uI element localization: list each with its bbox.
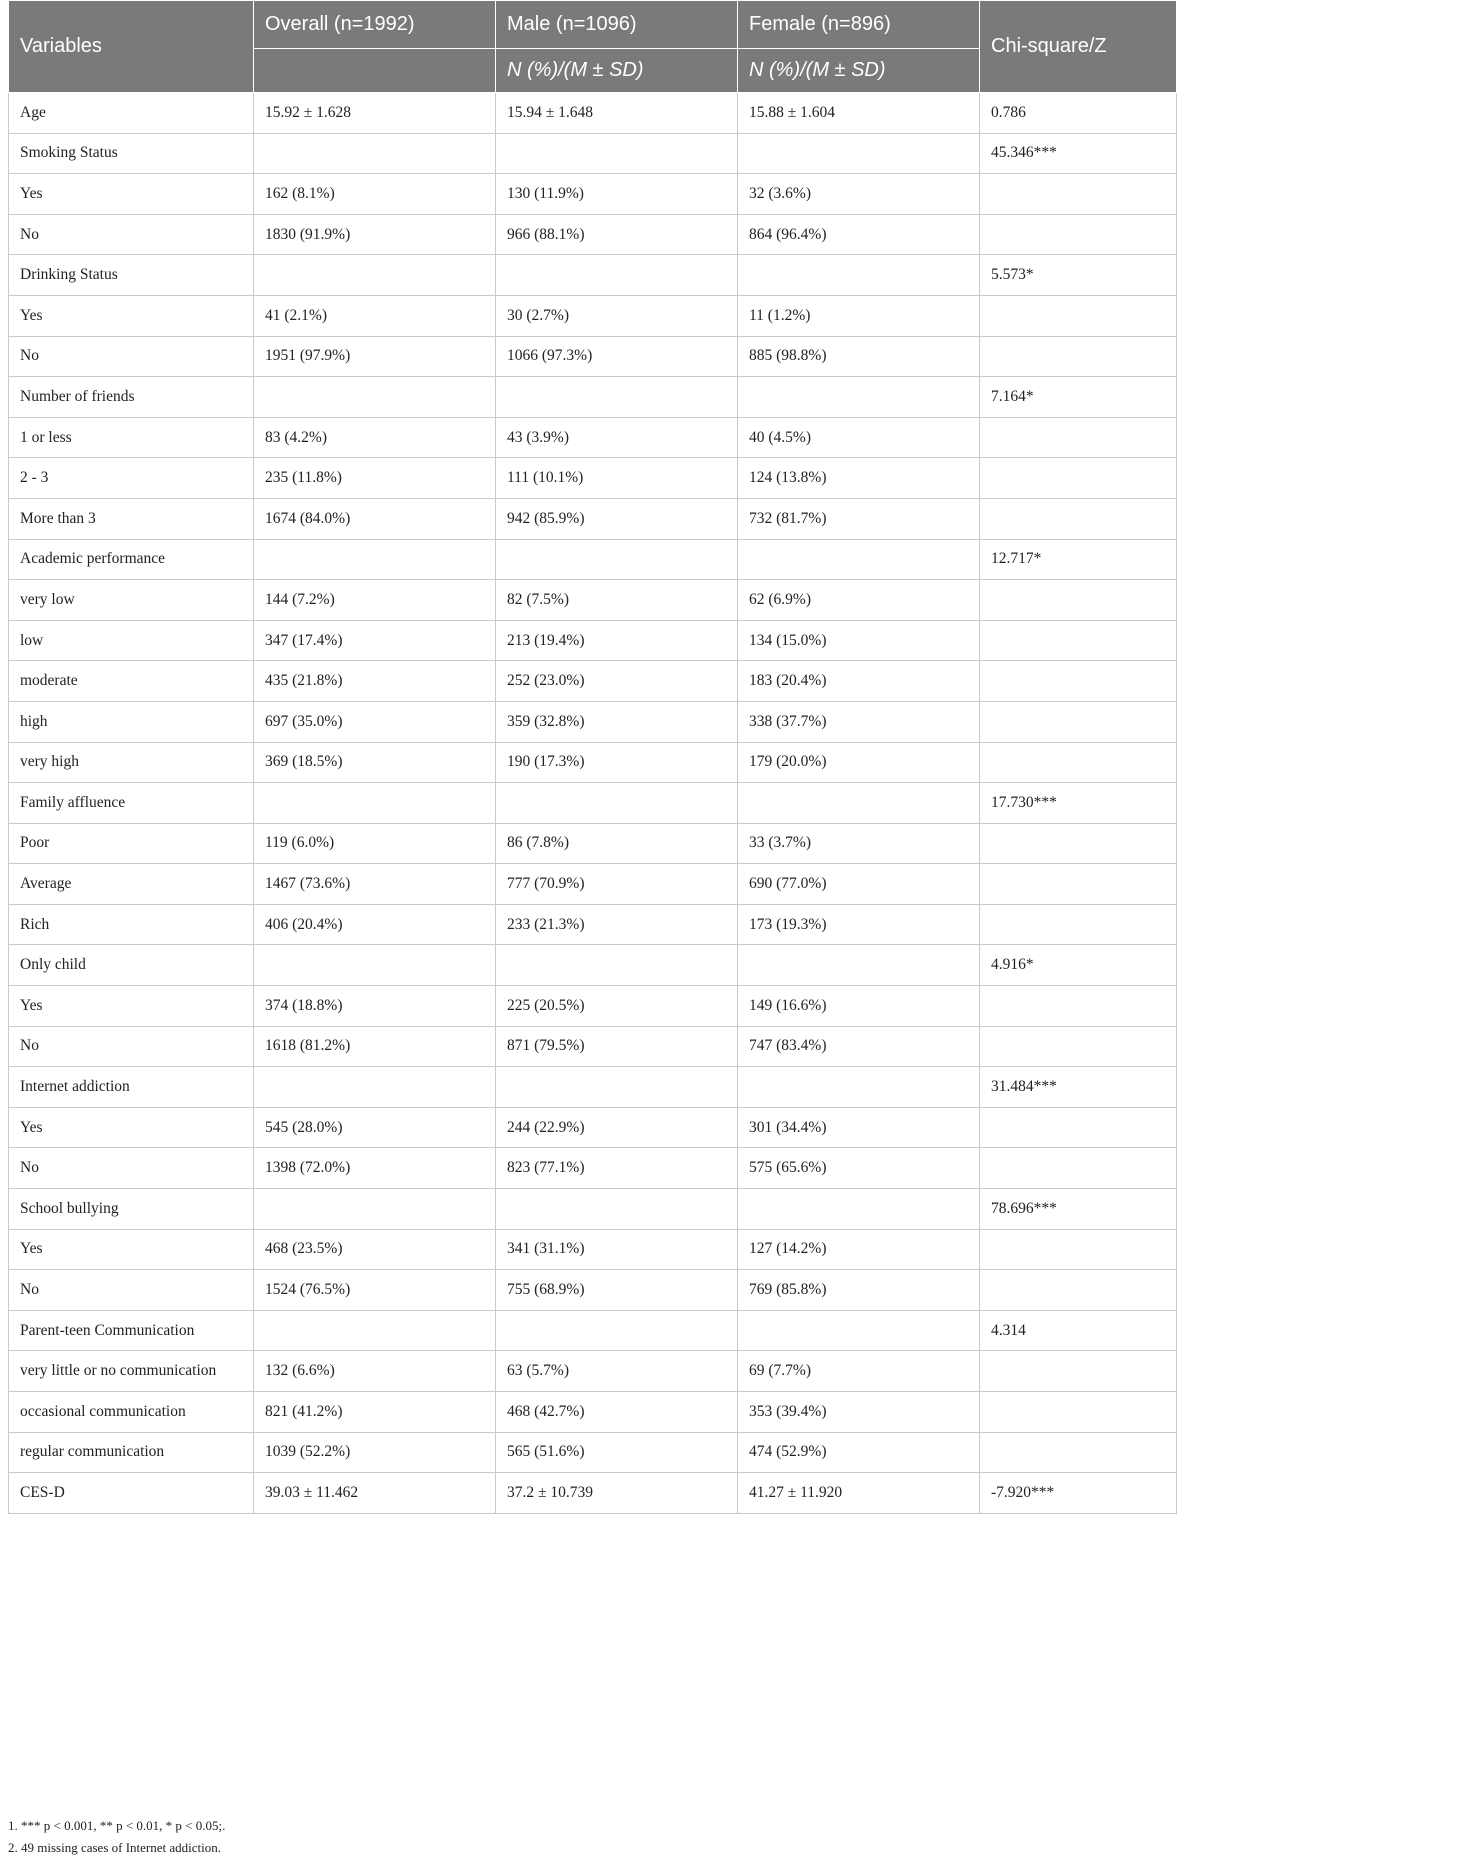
cell-variable: Yes xyxy=(9,1107,254,1148)
cell-overall: 374 (18.8%) xyxy=(254,986,496,1027)
table-row xyxy=(9,945,1177,986)
cell-variable: low xyxy=(9,620,254,661)
cell-chi-square xyxy=(980,661,1177,702)
cell-variable: regular communication xyxy=(9,1432,254,1473)
cell-overall: 119 (6.0%) xyxy=(254,823,496,864)
table-row xyxy=(9,1148,1177,1189)
cell-male: 15.94 ± 1.648 xyxy=(496,93,738,134)
cell-variable: 2 - 3 xyxy=(9,458,254,499)
cell-female: 149 (16.6%) xyxy=(738,986,980,1027)
cell-male xyxy=(496,255,738,296)
cell-overall: 347 (17.4%) xyxy=(254,620,496,661)
cell-female: 32 (3.6%) xyxy=(738,174,980,215)
cell-chi-square: -7.920*** xyxy=(980,1473,1177,1514)
cell-variable: Average xyxy=(9,864,254,905)
cell-male: 341 (31.1%) xyxy=(496,1229,738,1270)
cell-female xyxy=(738,377,980,418)
table-row xyxy=(9,295,1177,336)
cell-male xyxy=(496,1189,738,1230)
cell-variable: Age xyxy=(9,93,254,134)
cell-overall: 235 (11.8%) xyxy=(254,458,496,499)
header-variables: Variables xyxy=(9,1,254,93)
cell-female: 732 (81.7%) xyxy=(738,498,980,539)
table-row xyxy=(9,580,1177,621)
cell-variable: Yes xyxy=(9,1229,254,1270)
cell-chi-square xyxy=(980,1351,1177,1392)
cell-chi-square: 45.346*** xyxy=(980,133,1177,174)
cell-variable: School bullying xyxy=(9,1189,254,1230)
table-footnotes xyxy=(8,1815,1176,1859)
cell-female: 15.88 ± 1.604 xyxy=(738,93,980,134)
cell-overall: 1951 (97.9%) xyxy=(254,336,496,377)
cell-overall xyxy=(254,255,496,296)
cell-variable: occasional communication xyxy=(9,1392,254,1433)
cell-chi-square: 4.916* xyxy=(980,945,1177,986)
cell-female: 301 (34.4%) xyxy=(738,1107,980,1148)
cell-chi-square xyxy=(980,1229,1177,1270)
header-chi-square: Chi-square/Z xyxy=(980,1,1177,93)
table-body xyxy=(9,93,1177,1514)
cell-overall: 162 (8.1%) xyxy=(254,174,496,215)
table-row xyxy=(9,1270,1177,1311)
cell-female xyxy=(738,539,980,580)
cell-chi-square xyxy=(980,580,1177,621)
table-row xyxy=(9,458,1177,499)
table-row xyxy=(9,986,1177,1027)
table-container xyxy=(8,0,1176,1514)
cell-female: 474 (52.9%) xyxy=(738,1432,980,1473)
table-row xyxy=(9,539,1177,580)
cell-male: 225 (20.5%) xyxy=(496,986,738,1027)
cell-chi-square: 31.484*** xyxy=(980,1067,1177,1108)
cell-chi-square xyxy=(980,417,1177,458)
subheader-female-label: N (%)/(M ± SD) xyxy=(749,59,886,81)
cell-chi-square xyxy=(980,1148,1177,1189)
cell-male: 82 (7.5%) xyxy=(496,580,738,621)
cell-female: 179 (20.0%) xyxy=(738,742,980,783)
table-row xyxy=(9,661,1177,702)
cell-overall xyxy=(254,1067,496,1108)
cell-variable: CES-D xyxy=(9,1473,254,1514)
cell-male: 130 (11.9%) xyxy=(496,174,738,215)
cell-overall xyxy=(254,1310,496,1351)
cell-male: 111 (10.1%) xyxy=(496,458,738,499)
cell-male: 755 (68.9%) xyxy=(496,1270,738,1311)
cell-female xyxy=(738,255,980,296)
cell-chi-square xyxy=(980,498,1177,539)
table-row xyxy=(9,1473,1177,1514)
cell-male: 966 (88.1%) xyxy=(496,214,738,255)
cell-overall: 468 (23.5%) xyxy=(254,1229,496,1270)
cell-variable: No xyxy=(9,336,254,377)
cell-variable: very high xyxy=(9,742,254,783)
cell-overall: 406 (20.4%) xyxy=(254,904,496,945)
cell-variable: Yes xyxy=(9,174,254,215)
table-row xyxy=(9,701,1177,742)
cell-female: 690 (77.0%) xyxy=(738,864,980,905)
cell-male: 359 (32.8%) xyxy=(496,701,738,742)
cell-overall xyxy=(254,783,496,824)
cell-variable: 1 or less xyxy=(9,417,254,458)
cell-female xyxy=(738,133,980,174)
table-row xyxy=(9,1432,1177,1473)
header-overall: Overall (n=1992) xyxy=(254,1,496,49)
cell-male: 233 (21.3%) xyxy=(496,904,738,945)
table-row xyxy=(9,174,1177,215)
cell-female xyxy=(738,1067,980,1108)
cell-variable: Number of friends xyxy=(9,377,254,418)
table-row xyxy=(9,620,1177,661)
cell-overall: 821 (41.2%) xyxy=(254,1392,496,1433)
cell-female: 183 (20.4%) xyxy=(738,661,980,702)
cell-variable: Rich xyxy=(9,904,254,945)
cell-overall: 1398 (72.0%) xyxy=(254,1148,496,1189)
cell-overall: 39.03 ± 11.462 xyxy=(254,1473,496,1514)
cell-chi-square xyxy=(980,1270,1177,1311)
cell-male: 213 (19.4%) xyxy=(496,620,738,661)
cell-variable: Family affluence xyxy=(9,783,254,824)
subheader-overall xyxy=(254,49,496,93)
cell-variable: Smoking Status xyxy=(9,133,254,174)
cell-male: 252 (23.0%) xyxy=(496,661,738,702)
cell-female: 62 (6.9%) xyxy=(738,580,980,621)
cell-chi-square xyxy=(980,1392,1177,1433)
cell-variable: Yes xyxy=(9,986,254,1027)
cell-overall: 1830 (91.9%) xyxy=(254,214,496,255)
cell-overall: 132 (6.6%) xyxy=(254,1351,496,1392)
cell-female: 173 (19.3%) xyxy=(738,904,980,945)
cell-male: 63 (5.7%) xyxy=(496,1351,738,1392)
cell-male: 942 (85.9%) xyxy=(496,498,738,539)
cell-variable: Drinking Status xyxy=(9,255,254,296)
cell-variable: very low xyxy=(9,580,254,621)
cell-variable: Parent-teen Communication xyxy=(9,1310,254,1351)
cell-female xyxy=(738,1310,980,1351)
cell-female: 575 (65.6%) xyxy=(738,1148,980,1189)
cell-variable: Poor xyxy=(9,823,254,864)
cell-male: 190 (17.3%) xyxy=(496,742,738,783)
cell-variable: Internet addiction xyxy=(9,1067,254,1108)
cell-overall: 697 (35.0%) xyxy=(254,701,496,742)
table-row xyxy=(9,1107,1177,1148)
cell-variable: No xyxy=(9,1148,254,1189)
table-row xyxy=(9,1026,1177,1067)
cell-chi-square: 17.730*** xyxy=(980,783,1177,824)
cell-female: 40 (4.5%) xyxy=(738,417,980,458)
cell-variable: very little or no communication xyxy=(9,1351,254,1392)
cell-overall: 369 (18.5%) xyxy=(254,742,496,783)
cell-male: 823 (77.1%) xyxy=(496,1148,738,1189)
cell-variable: No xyxy=(9,214,254,255)
cell-overall xyxy=(254,945,496,986)
cell-chi-square: 0.786 xyxy=(980,93,1177,134)
cell-variable: Academic performance xyxy=(9,539,254,580)
cell-chi-square xyxy=(980,986,1177,1027)
cell-female xyxy=(738,783,980,824)
cell-chi-square xyxy=(980,823,1177,864)
cell-female: 769 (85.8%) xyxy=(738,1270,980,1311)
subheader-male-label: N (%)/(M ± SD) xyxy=(507,59,644,81)
cell-male xyxy=(496,1067,738,1108)
table-row xyxy=(9,1229,1177,1270)
cell-overall: 41 (2.1%) xyxy=(254,295,496,336)
cell-female: 885 (98.8%) xyxy=(738,336,980,377)
cell-overall xyxy=(254,377,496,418)
footnote-1: 1. *** p < 0.001, ** p < 0.01, * p < 0.05;. xyxy=(8,1818,226,1833)
cell-female: 11 (1.2%) xyxy=(738,295,980,336)
cell-male xyxy=(496,945,738,986)
cell-female: 127 (14.2%) xyxy=(738,1229,980,1270)
table-row xyxy=(9,336,1177,377)
cell-chi-square: 12.717* xyxy=(980,539,1177,580)
cell-overall: 15.92 ± 1.628 xyxy=(254,93,496,134)
cell-variable: No xyxy=(9,1270,254,1311)
cell-overall: 435 (21.8%) xyxy=(254,661,496,702)
cell-male: 244 (22.9%) xyxy=(496,1107,738,1148)
cell-overall: 1467 (73.6%) xyxy=(254,864,496,905)
table-row xyxy=(9,1310,1177,1351)
subheader-female xyxy=(738,49,980,93)
cell-chi-square xyxy=(980,458,1177,499)
cell-male: 1066 (97.3%) xyxy=(496,336,738,377)
demographics-table xyxy=(8,0,1177,1514)
footnote-2: 2. 49 missing cases of Internet addiction. xyxy=(8,1840,222,1855)
table-row xyxy=(9,133,1177,174)
cell-female: 69 (7.7%) xyxy=(738,1351,980,1392)
cell-chi-square xyxy=(980,295,1177,336)
cell-female: 33 (3.7%) xyxy=(738,823,980,864)
cell-overall: 1674 (84.0%) xyxy=(254,498,496,539)
cell-chi-square: 78.696*** xyxy=(980,1189,1177,1230)
table-row xyxy=(9,783,1177,824)
cell-variable: More than 3 xyxy=(9,498,254,539)
cell-male: 30 (2.7%) xyxy=(496,295,738,336)
cell-overall xyxy=(254,133,496,174)
table-row xyxy=(9,255,1177,296)
cell-chi-square: 5.573* xyxy=(980,255,1177,296)
table-row xyxy=(9,864,1177,905)
table-row xyxy=(9,1392,1177,1433)
cell-female: 41.27 ± 11.920 xyxy=(738,1473,980,1514)
cell-variable: moderate xyxy=(9,661,254,702)
cell-chi-square: 7.164* xyxy=(980,377,1177,418)
cell-overall: 83 (4.2%) xyxy=(254,417,496,458)
table-row xyxy=(9,417,1177,458)
cell-male xyxy=(496,1310,738,1351)
cell-male: 468 (42.7%) xyxy=(496,1392,738,1433)
table-row xyxy=(9,1189,1177,1230)
cell-chi-square xyxy=(980,742,1177,783)
cell-chi-square: 4.314 xyxy=(980,1310,1177,1351)
cell-variable: Only child xyxy=(9,945,254,986)
cell-male xyxy=(496,377,738,418)
cell-male: 37.2 ± 10.739 xyxy=(496,1473,738,1514)
cell-chi-square xyxy=(980,214,1177,255)
table-row xyxy=(9,904,1177,945)
cell-male xyxy=(496,539,738,580)
table-row xyxy=(9,498,1177,539)
cell-overall: 144 (7.2%) xyxy=(254,580,496,621)
cell-chi-square xyxy=(980,620,1177,661)
cell-female xyxy=(738,945,980,986)
cell-chi-square xyxy=(980,701,1177,742)
cell-male: 871 (79.5%) xyxy=(496,1026,738,1067)
cell-female: 353 (39.4%) xyxy=(738,1392,980,1433)
cell-variable: Yes xyxy=(9,295,254,336)
table-header xyxy=(9,1,1177,93)
table-row xyxy=(9,93,1177,134)
cell-overall xyxy=(254,539,496,580)
cell-chi-square xyxy=(980,1107,1177,1148)
subheader-male xyxy=(496,49,738,93)
header-female: Female (n=896) xyxy=(738,1,980,49)
cell-male: 43 (3.9%) xyxy=(496,417,738,458)
cell-variable: high xyxy=(9,701,254,742)
cell-chi-square xyxy=(980,1026,1177,1067)
cell-male xyxy=(496,783,738,824)
cell-overall: 1039 (52.2%) xyxy=(254,1432,496,1473)
cell-female: 134 (15.0%) xyxy=(738,620,980,661)
cell-female: 747 (83.4%) xyxy=(738,1026,980,1067)
cell-variable: No xyxy=(9,1026,254,1067)
cell-female: 124 (13.8%) xyxy=(738,458,980,499)
table-row xyxy=(9,742,1177,783)
cell-female: 338 (37.7%) xyxy=(738,701,980,742)
table-row xyxy=(9,214,1177,255)
cell-chi-square xyxy=(980,336,1177,377)
cell-male: 86 (7.8%) xyxy=(496,823,738,864)
cell-chi-square xyxy=(980,174,1177,215)
table-row xyxy=(9,1351,1177,1392)
cell-overall xyxy=(254,1189,496,1230)
cell-chi-square xyxy=(980,864,1177,905)
cell-chi-square xyxy=(980,904,1177,945)
cell-male: 565 (51.6%) xyxy=(496,1432,738,1473)
cell-male xyxy=(496,133,738,174)
cell-overall: 1524 (76.5%) xyxy=(254,1270,496,1311)
table-row xyxy=(9,377,1177,418)
cell-chi-square xyxy=(980,1432,1177,1473)
cell-female xyxy=(738,1189,980,1230)
table-row xyxy=(9,823,1177,864)
cell-overall: 1618 (81.2%) xyxy=(254,1026,496,1067)
header-male: Male (n=1096) xyxy=(496,1,738,49)
cell-female: 864 (96.4%) xyxy=(738,214,980,255)
table-row xyxy=(9,1067,1177,1108)
cell-male: 777 (70.9%) xyxy=(496,864,738,905)
cell-overall: 545 (28.0%) xyxy=(254,1107,496,1148)
